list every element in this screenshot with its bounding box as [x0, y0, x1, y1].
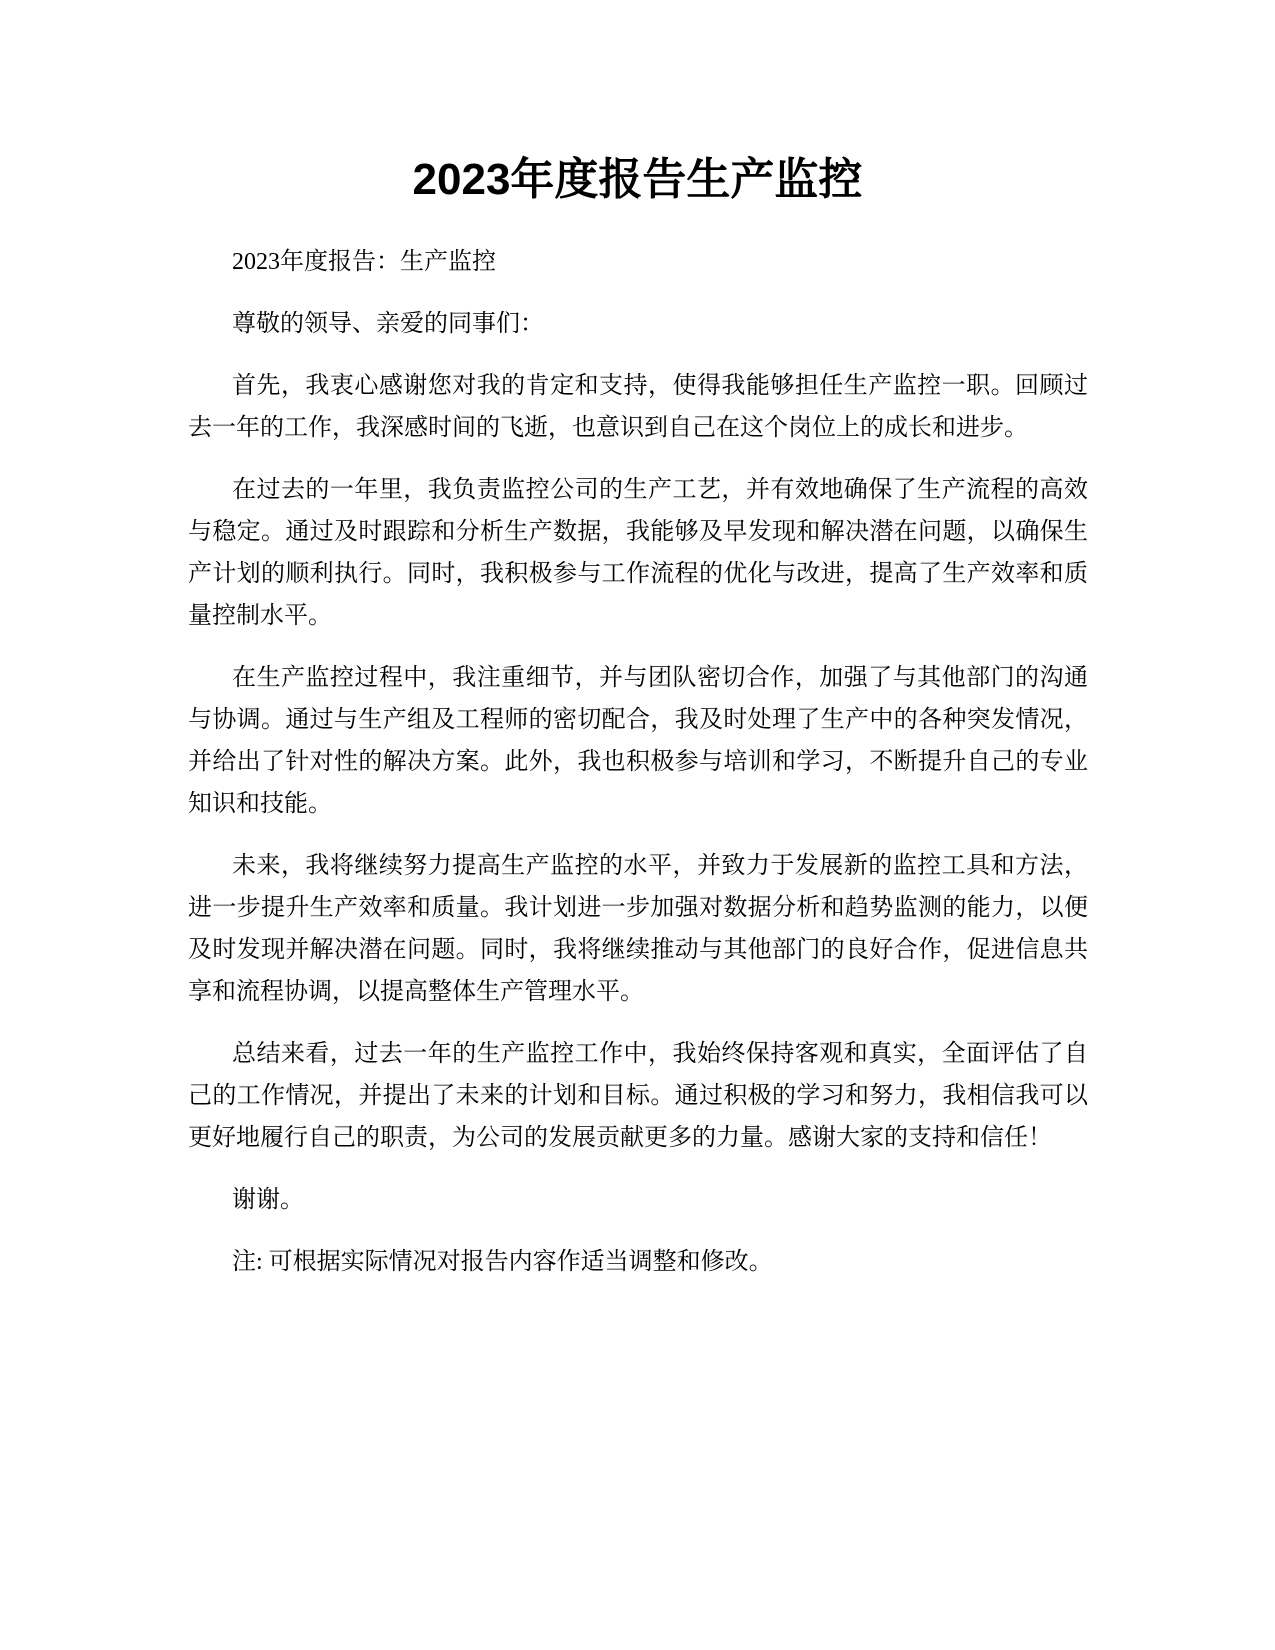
document-title: 2023年度报告生产监控: [412, 155, 863, 204]
body-paragraph: 首先，我衷心感谢您对我的肯定和支持，使得我能够担任生产监控一职。回顾过去一年的工作，我深感时间的飞逝，也意识到自己在这个岗位上的成长和进步。: [188, 373, 1088, 441]
salutation: 尊敬的领导、亲爱的同事们：: [232, 311, 544, 337]
footnote: 注: 可根据实际情况对报告内容作适当调整和修改。: [232, 1249, 773, 1275]
closing-thanks: 谢谢。: [232, 1187, 304, 1213]
document-body: [188, 241, 1088, 1303]
body-paragraph: 总结来看，过去一年的生产监控工作中，我始终保持客观和真实，全面评估了自己的工作情况，并提出了未来的计划和目标。通过积极的学习和努力，我相信我可以更好地履行自己的职责，为公司的发展贡献更多的力量。感谢大家的支持和信任！: [188, 1041, 1088, 1151]
report-heading-line: 2023年度报告：生产监控: [232, 249, 496, 275]
body-paragraph: 在过去的一年里，我负责监控公司的生产工艺，并有效地确保了生产流程的高效与稳定。通过及时跟踪和分析生产数据，我能够及早发现和解决潜在问题，以确保生产计划的顺利执行。同时，我积极参与工作流程的优化与改进，提高了生产效率和质量控制水平。: [188, 477, 1088, 629]
body-paragraph: 未来，我将继续努力提高生产监控的水平，并致力于发展新的监控工具和方法，进一步提升生产效率和质量。我计划进一步加强对数据分析和趋势监测的能力，以便及时发现并解决潜在问题。同时，我将继续推动与其他部门的良好合作，促进信息共享和流程协调，以提高整体生产管理水平。: [188, 853, 1088, 1005]
body-paragraph: 在生产监控过程中，我注重细节，并与团队密切合作，加强了与其他部门的沟通与协调。通过与生产组及工程师的密切配合，我及时处理了生产中的各种突发情况，并给出了针对性的解决方案。此外，我也积极参与培训和学习，不断提升自己的专业知识和技能。: [188, 665, 1088, 817]
